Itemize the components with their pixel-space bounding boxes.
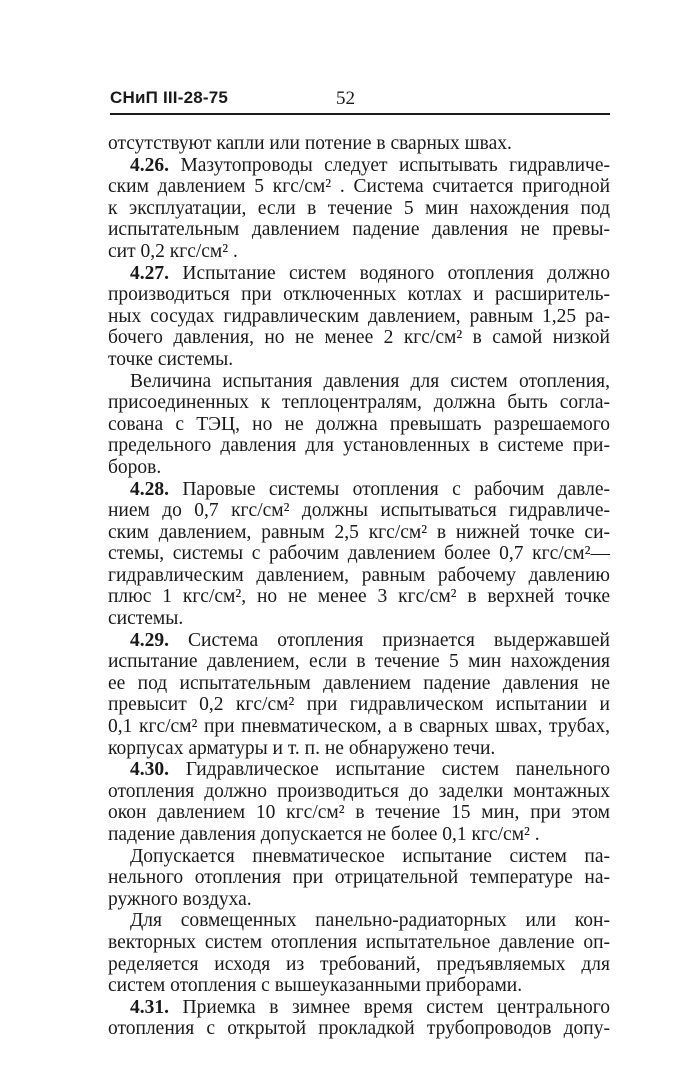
text-line [108, 198, 610, 220]
line-text: Испытание систем водяного отопления должно [169, 262, 610, 284]
line-text: ским давлением 5 кгс/см² . Система считается пригодной [108, 176, 610, 198]
text-line [108, 608, 610, 630]
line-text: Гидравлическое испытание систем панельного [169, 759, 610, 781]
line-text: отсутствуют капли или потение в сварных швах. [108, 133, 512, 154]
text-line [108, 932, 610, 954]
line-text: Приемка в зимнее время систем центрального [169, 996, 610, 1018]
line-text: превысит 0,2 кгс/см² при гидравлическом испытании и [108, 694, 610, 716]
line-text: Для совмещенных панельно-радиаторных или кон- [130, 910, 610, 932]
line-text: Паровые системы отопления с рабочим давле- [169, 478, 610, 500]
line-text: предельного давления для установленных в системе при- [108, 435, 610, 457]
body-text [108, 133, 610, 1040]
text-line [108, 1018, 610, 1040]
line-text: Система отопления признается выдержавшей [169, 629, 610, 651]
line-text: производиться при отключенных котлах и расширитель- [108, 284, 610, 306]
line-text: к эксплуатации, если в течение 5 мин нахождения под [108, 197, 610, 219]
text-line [108, 155, 610, 177]
text-line [108, 284, 610, 306]
header-rule [110, 113, 610, 115]
text-line [108, 349, 610, 371]
text-line [108, 716, 610, 738]
line-text: отопления должно производиться до заделки монтажных [108, 780, 610, 802]
text-line [108, 457, 610, 479]
line-text: систем отопления с вышеуказанными приборами. [108, 975, 523, 997]
line-text: ружного воздуха. [108, 888, 252, 910]
line-text: нельного отопления при отрицательной температуре на- [108, 867, 610, 889]
text-line [108, 781, 610, 803]
line-text: испытательным давлением падение давления не превы- [108, 219, 610, 241]
clause-number: 4.26. [130, 154, 169, 176]
text-line [108, 997, 610, 1019]
line-text: корпусах арматуры и т. п. не обнаружено течи. [108, 737, 496, 759]
text-line [108, 975, 610, 997]
line-text: боров. [108, 456, 162, 478]
text-line [108, 565, 610, 587]
text-line [108, 954, 610, 976]
text-line [108, 522, 610, 544]
line-text: ее под испытательным давлением падение давления не [108, 672, 610, 694]
line-text: ским давлением, равным 2,5 кгс/см² в нижней точке си- [108, 521, 610, 543]
text-line [108, 500, 610, 522]
line-text: сована с ТЭЦ, но не должна превышать разрешаемого [108, 413, 610, 435]
line-text: плюс 1 кгс/см², но не менее 3 кгс/см² в верхней точке [108, 586, 610, 608]
line-text: ределяется исходя из требований, предъявляемых для [108, 953, 610, 975]
clause-number: 4.31. [130, 996, 169, 1018]
text-line [108, 759, 610, 781]
text-line [108, 694, 610, 716]
text-line [108, 673, 610, 695]
line-text: испытание давлением, если в течение 5 мин нахождения [108, 651, 610, 673]
line-text: стемы, системы с рабочим давлением более 0,7 кгс/см²— [108, 543, 610, 565]
line-text: отопления с открытой прокладкой трубопроводов допу- [108, 1018, 610, 1040]
line-text: 0,1 кгс/см² при пневматическом, а в сварных швах, трубах, [108, 716, 610, 738]
text-line [108, 630, 610, 652]
line-text: окон давлением 10 кгс/см² в течение 15 мин, при этом [108, 802, 610, 824]
text-line [108, 846, 610, 868]
text-line [108, 306, 610, 328]
line-text: Допускается пневматическое испытание систем па- [130, 845, 610, 867]
text-line [108, 371, 610, 393]
text-line [108, 586, 610, 608]
text-line [108, 133, 610, 155]
clause-number: 4.27. [130, 262, 169, 284]
text-line [108, 241, 610, 263]
line-text: Величина испытания давления для систем отопления, [130, 370, 610, 392]
text-line [108, 867, 610, 889]
line-text: бочего давления, но не менее 2 кгс/см² в самой низкой [108, 327, 610, 349]
text-line [108, 910, 610, 932]
text-line [108, 263, 610, 285]
text-line [108, 414, 610, 436]
line-text: присоединенных к теплоцентралям, должна быть согла- [108, 392, 610, 414]
page-number: 52 [336, 88, 355, 109]
line-text: нием до 0,7 кгс/см² должны испытываться гидравличе- [108, 500, 610, 522]
text-line [108, 327, 610, 349]
text-line [108, 435, 610, 457]
line-text: гидравлическим давлением, равным рабочему давлению [108, 564, 610, 586]
text-line [108, 802, 610, 824]
text-line [108, 889, 610, 911]
text-line [108, 738, 610, 760]
text-line [108, 651, 610, 673]
text-line [108, 392, 610, 414]
line-text: ных сосудах гидравлическим давлением, равным 1,25 ра- [108, 305, 610, 327]
document-code: СНиП III-28-75 [110, 88, 229, 107]
line-text: векторных систем отопления испытательное давление оп- [108, 931, 610, 953]
text-line [108, 479, 610, 501]
text-line [108, 543, 610, 565]
line-text: точке системы. [108, 348, 234, 370]
line-text: системы. [108, 608, 184, 630]
text-line [108, 219, 610, 241]
clause-number: 4.28. [130, 478, 169, 500]
line-text: падение давления допускается не более 0,1 кгс/см² . [108, 824, 540, 845]
clause-number: 4.30. [130, 759, 169, 781]
line-text: Мазутопроводы следует испытывать гидравличе- [169, 154, 610, 176]
clause-number: 4.29. [130, 629, 169, 651]
text-line [108, 176, 610, 198]
page-header [110, 88, 610, 110]
line-text: сит 0,2 кгс/см² . [108, 240, 238, 262]
text-line [108, 824, 610, 846]
